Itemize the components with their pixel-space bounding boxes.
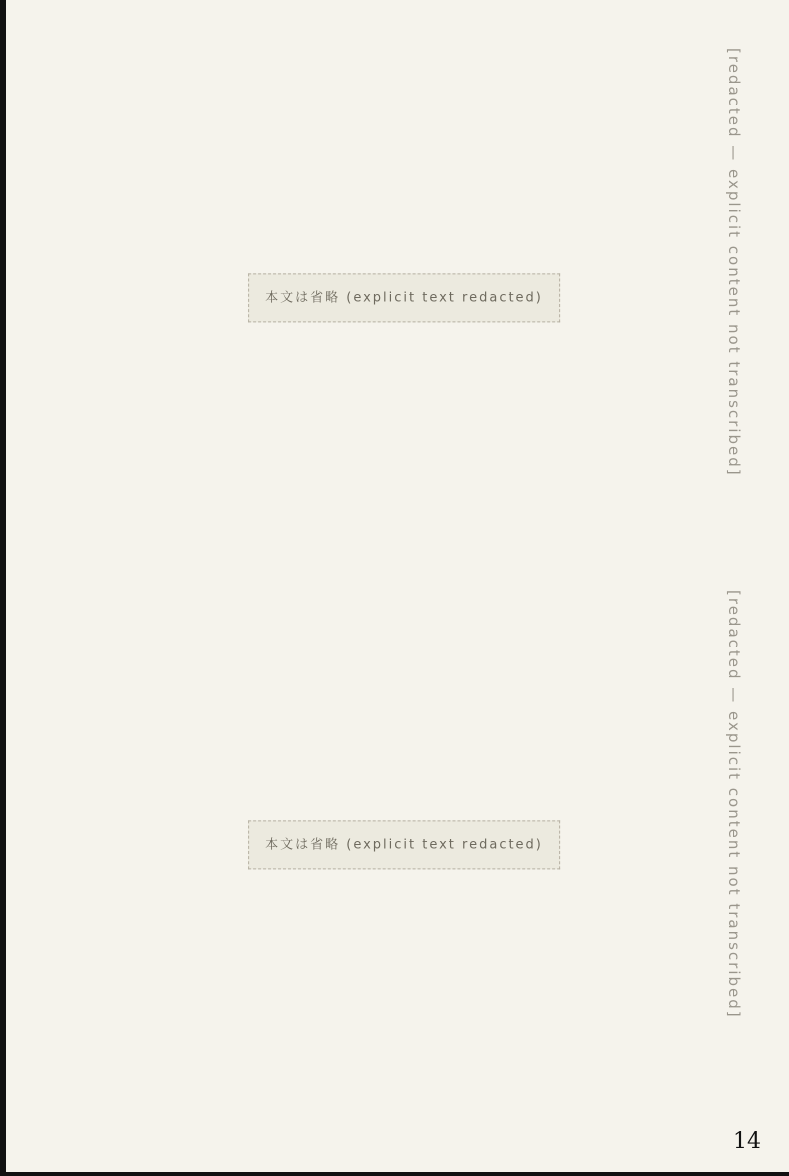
text-block-top bbox=[59, 48, 749, 548]
page-number: 14 bbox=[733, 1129, 761, 1154]
text-block-bottom bbox=[59, 590, 749, 1100]
redaction-note: 本文は省略 (explicit text redacted) bbox=[248, 273, 560, 322]
redacted-text: [redacted — explicit content not transcribed] bbox=[725, 48, 743, 477]
redaction-note: 本文は省略 (explicit text redacted) bbox=[248, 820, 560, 869]
redacted-text: [redacted — explicit content not transcribed] bbox=[725, 590, 743, 1019]
